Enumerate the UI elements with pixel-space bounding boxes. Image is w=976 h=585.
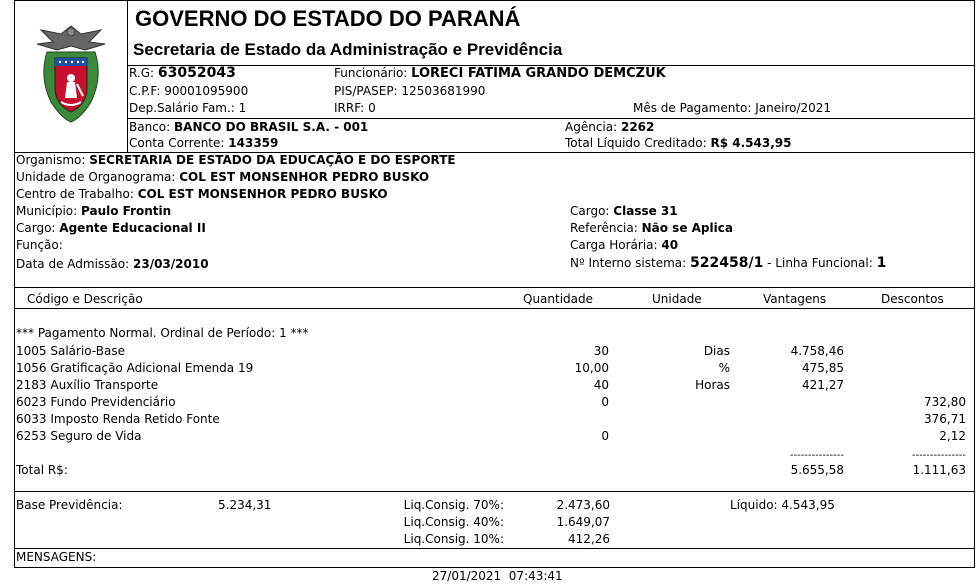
linha-funcional-value: 1 <box>876 255 887 271</box>
funcionario-label: Funcionário: <box>334 66 408 80</box>
rg-value: 63052043 <box>157 65 236 81</box>
total-creditado-value: R$ 4.543,95 <box>710 136 792 150</box>
centro-field <box>16 187 388 202</box>
unidade-label: Unidade de Organograma: <box>16 170 176 184</box>
rg-field <box>129 66 236 81</box>
funcao-label: Função: <box>16 238 63 252</box>
organismo-value: SECRETARIA DE ESTADO DA EDUCAÇÃO E DO ESPORTE <box>89 153 456 167</box>
consig10-label: Liq.Consig. 10%: <box>403 532 504 546</box>
referencia-value: Não se Aplica <box>641 221 733 235</box>
base-previdencia-value: 5.234,31 <box>218 498 272 512</box>
row-description: 1005 Salário-Base <box>16 344 125 358</box>
page-title: GOVERNO DO ESTADO DO PARANÁ <box>135 6 521 31</box>
row-quantity: 30 <box>593 344 609 358</box>
col-header-vantagens: Vantagens <box>763 292 827 306</box>
admissao-value: 23/03/2010 <box>133 257 209 271</box>
row-quantity: 0 <box>601 395 609 409</box>
carga-horaria-field <box>570 238 678 253</box>
banco-field <box>129 120 368 135</box>
row-vantagens: 421,27 <box>802 378 844 392</box>
carga-horaria-value: 40 <box>661 238 679 252</box>
organismo-label: Organismo: <box>16 153 86 167</box>
row-unit: Dias <box>703 344 730 358</box>
consig40-label: Liq.Consig. 40%: <box>403 515 504 529</box>
pis-field <box>334 84 485 99</box>
pis-label: PIS/PASEP: <box>334 84 398 98</box>
funcao-field <box>16 238 63 253</box>
municipio-field <box>16 204 171 219</box>
row-description: 6023 Fundo Previdenciário <box>16 395 176 409</box>
funcionario-field <box>334 66 666 81</box>
base-previdencia-label: Base Previdência: <box>16 498 123 512</box>
cargo-label: Cargo: <box>16 221 56 235</box>
page-subtitle: Secretaria de Estado da Administração e Previdência <box>133 40 563 59</box>
col-header-quantidade: Quantidade <box>523 292 594 306</box>
irrf-value: 0 <box>368 101 376 115</box>
agencia-field <box>565 120 654 135</box>
irrf-label: IRRF: <box>334 101 365 115</box>
mes-pagamento-field <box>633 101 831 116</box>
cargo-classe-value: Classe 31 <box>613 204 678 218</box>
mes-pagamento-value: Janeiro/2021 <box>755 101 832 115</box>
conta-value: 143359 <box>228 136 279 150</box>
carga-horaria-label: Carga Horária: <box>570 238 658 252</box>
cargo-value: Agente Educacional II <box>59 221 206 235</box>
row-description: 6253 Seguro de Vida <box>16 429 142 443</box>
funcionario-value: LORECI FATIMA GRANDO DEMCZUK <box>411 66 666 81</box>
banco-value: BANCO DO BRASIL S.A. - 001 <box>174 120 369 134</box>
vantagens-dashes: --------------- <box>789 450 844 461</box>
consig70-label: Liq.Consig. 70%: <box>403 498 504 512</box>
irrf-field <box>334 101 376 116</box>
total-descontos: 1.111,63 <box>912 463 966 477</box>
dep-field <box>129 101 246 116</box>
row-quantity: 0 <box>601 429 609 443</box>
col-header-unidade: Unidade <box>652 292 702 306</box>
referencia-label: Referência: <box>570 221 638 235</box>
agencia-label: Agência: <box>565 120 618 134</box>
dep-label: Dep.Salário Fam.: <box>129 101 235 115</box>
agencia-value: 2262 <box>620 120 655 134</box>
parana-coat-of-arms-logo <box>31 22 111 126</box>
centro-label: Centro de Trabalho: <box>16 187 134 201</box>
row-description: 2183 Auxílio Transporte <box>16 378 159 392</box>
liquido-label: Líquido: <box>730 498 778 512</box>
liquido-value: 4.543,95 <box>781 498 835 512</box>
consig70-value: 2.473,60 <box>556 498 610 512</box>
col-header-codigo: Código e Descrição <box>27 292 143 306</box>
cpf-field <box>129 84 248 99</box>
cargo-classe-label: Cargo: <box>570 204 610 218</box>
descontos-dashes: --------------- <box>911 450 966 461</box>
row-unit: % <box>718 361 730 375</box>
col-header-descontos: Descontos <box>881 292 944 306</box>
admissao-label: Data de Admissão: <box>16 257 130 271</box>
row-descontos: 732,80 <box>924 395 966 409</box>
conta-label: Conta Corrente: <box>129 136 225 150</box>
row-descontos: 376,71 <box>924 412 966 426</box>
cargo-classe-field <box>570 204 678 219</box>
admissao-field <box>16 257 209 272</box>
mes-pagamento-label: Mês de Pagamento: <box>633 101 752 115</box>
conta-field <box>129 136 278 151</box>
interno-field <box>570 256 886 271</box>
row-vantagens: 4.758,46 <box>790 344 844 358</box>
row-vantagens: 475,85 <box>802 361 844 375</box>
organismo-field <box>16 153 456 168</box>
referencia-field <box>570 221 733 236</box>
cargo-field <box>16 221 206 236</box>
unidade-field <box>16 170 429 185</box>
cpf-label: C.P.F: <box>129 84 161 98</box>
total-creditado-label: Total Líquido Creditado: <box>565 136 707 150</box>
liquido-field <box>730 498 835 513</box>
linha-funcional-label: - Linha Funcional: <box>767 256 873 270</box>
banco-label: Banco: <box>129 120 171 134</box>
messages-box <box>14 548 975 568</box>
row-description: 6033 Imposto Renda Retido Fonte <box>16 412 220 426</box>
consig40-value: 1.649,07 <box>556 515 610 529</box>
mensagens-label: MENSAGENS: <box>16 550 97 564</box>
municipio-value: Paulo Frontin <box>81 204 172 218</box>
municipio-label: Município: <box>16 204 78 218</box>
row-descontos: 2,12 <box>939 429 966 443</box>
row-quantity: 40 <box>593 378 609 392</box>
unidade-value: COL EST MONSENHOR PEDRO BUSKO <box>179 170 430 184</box>
total-vantagens: 5.655,58 <box>790 463 844 477</box>
interno-value: 522458/1 <box>690 255 764 271</box>
total-creditado-field <box>565 136 791 151</box>
cpf-value: 90001095900 <box>164 84 249 98</box>
row-quantity: 10,00 <box>574 361 609 375</box>
rg-label: R.G: <box>129 66 155 80</box>
total-label: Total R$: <box>16 463 68 477</box>
centro-value: COL EST MONSENHOR PEDRO BUSKO <box>137 187 388 201</box>
table-header-divider <box>14 308 975 309</box>
row-description: 1056 Gratificação Adicional Emenda 19 <box>16 361 254 375</box>
consig10-value: 412,26 <box>568 532 610 546</box>
section-title: *** Pagamento Normal. Ordinal de Período: 1 *** <box>16 326 309 340</box>
timestamp: 27/01/2021 07:43:41 <box>432 569 563 583</box>
row-unit: Horas <box>695 378 730 392</box>
dep-value: 1 <box>238 101 247 115</box>
interno-label: Nº Interno sistema: <box>570 256 687 270</box>
pis-value: 12503681990 <box>401 84 486 98</box>
